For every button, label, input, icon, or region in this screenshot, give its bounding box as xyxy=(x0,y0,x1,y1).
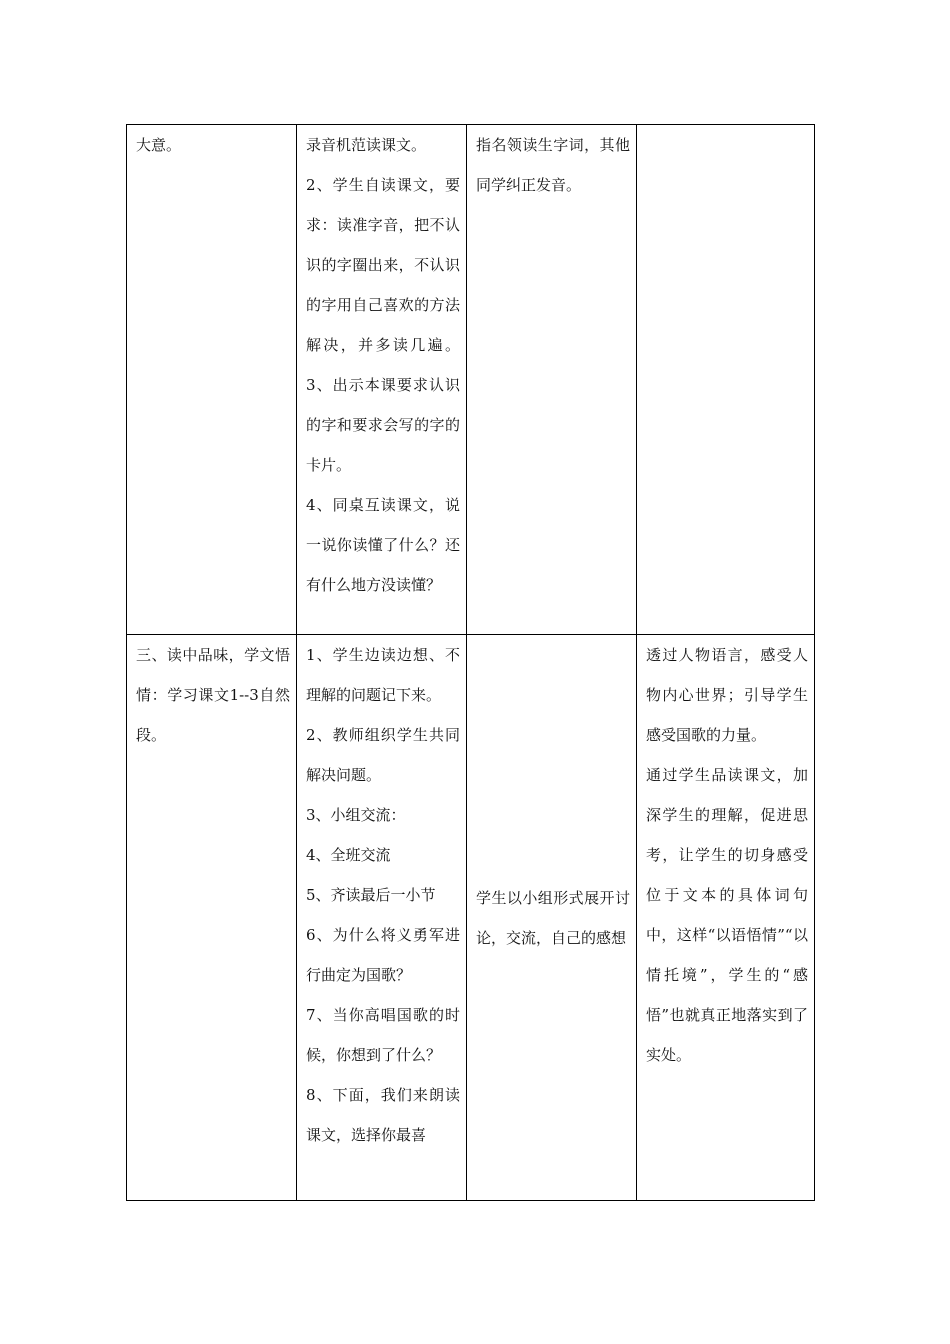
cell-paragraph: 大意。 xyxy=(136,136,182,154)
cell-paragraph: 三、读中品味，学文悟情：学习课文1--3自然段。 xyxy=(136,646,290,744)
table-cell-student-activity xyxy=(467,125,637,635)
cell-paragraph: 8、下面，我们来朗读课文，选择你最喜 xyxy=(306,1086,460,1144)
cell-paragraph: 1、学生边读边想、不理解的问题记下来。 xyxy=(306,646,460,704)
cell-paragraph: 4、同桌互读课文，说一说你读懂了什么？还有什么地方没读懂？ xyxy=(306,496,460,594)
cell-paragraph: 6、为什么将义勇军进行曲定为国歌？ xyxy=(306,926,460,984)
table-cell-student-activity xyxy=(467,635,637,1201)
table-cell-teacher-activity xyxy=(297,635,467,1201)
cell-paragraph: 5、齐读最后一小节 xyxy=(306,886,436,904)
table-cell-teacher-activity xyxy=(297,125,467,635)
table-cell-stage xyxy=(127,125,297,635)
lesson-plan-table xyxy=(126,124,815,1201)
cell-paragraph: 透过人物语言，感受人物内心世界；引导学生感受国歌的力量。 xyxy=(646,646,808,744)
table-cell-stage xyxy=(127,635,297,1201)
cell-paragraph: 录音机范读课文。 xyxy=(306,136,427,154)
cell-paragraph: 通过学生品读课文，加深学生的理解，促进思考，让学生的切身感受位于文本的具体词句中，这样“以语悟情”“以情托境”，学生的“感悟”也就真正地落实到了实处。 xyxy=(646,766,808,1064)
table-cell-design-intent xyxy=(637,635,815,1201)
table-row xyxy=(127,635,815,1201)
cell-paragraph: 学生以小组形式展开讨论，交流，自己的感想 xyxy=(476,888,630,947)
cell-paragraph: 3、小组交流： xyxy=(306,806,406,824)
cell-paragraph: 7、当你高唱国歌的时候，你想到了什么？ xyxy=(306,1006,460,1064)
cell-paragraph: 2、学生自读课文，要求：读准字音，把不认识的字圈出来，不认识的字用自己喜欢的方法解决，并多读几遍。3、出示本课要求认识的字和要求会写的字的卡片。 xyxy=(306,176,460,474)
table-row xyxy=(127,125,815,635)
cell-paragraph: 2、教师组织学生共同解决问题。 xyxy=(306,726,460,784)
table-cell-design-intent xyxy=(637,125,815,635)
cell-paragraph: 4、全班交流 xyxy=(306,846,391,864)
cell-paragraph: 指名领读生字词，其他同学纠正发音。 xyxy=(476,136,630,194)
